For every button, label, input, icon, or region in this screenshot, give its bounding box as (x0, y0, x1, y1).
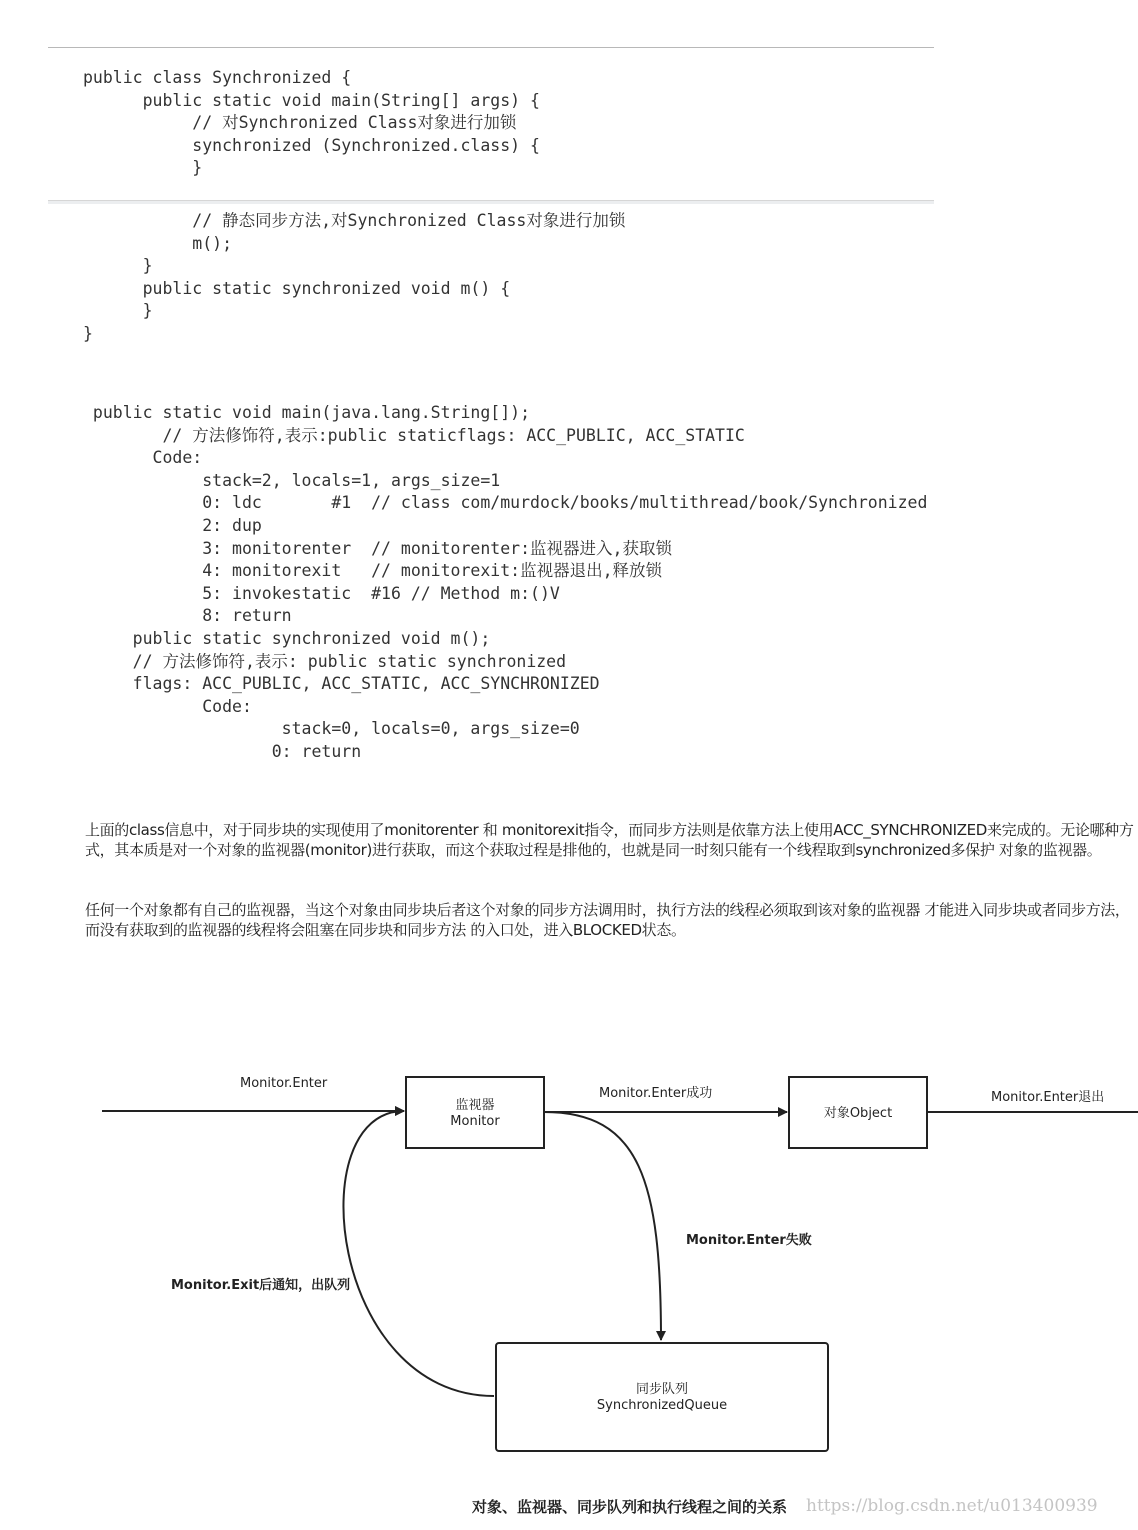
code-line: public class Synchronized { (83, 68, 352, 87)
code-line: 2: dup (83, 515, 262, 535)
code-line: 8: return (83, 606, 292, 626)
success-label: Monitor.Enter成功 (599, 1086, 713, 1101)
monitor-box-label-cn: 监视器 (455, 1098, 495, 1113)
fail-arrow (544, 1112, 661, 1340)
code-line: flags: ACC_PUBLIC, ACC_STATIC, ACC_SYNCHRONIZED (83, 674, 600, 694)
code-line: } (83, 158, 203, 178)
code-line: public static synchronized void m(); (83, 628, 491, 648)
queue-box-label-cn: 同步队列 (635, 1382, 689, 1397)
code-line: Code: (83, 696, 252, 716)
code-line: stack=2, locals=1, args_size=1 (83, 470, 501, 490)
exit-label: Monitor.Enter退出 (991, 1090, 1105, 1105)
diagram-caption: 对象、监视器、同步队列和执行线程之间的关系 (472, 1498, 788, 1516)
code-line: // 静态同步方法,对Synchronized Class对象进行加锁 (83, 211, 626, 230)
code-line: public static synchronized void m() { (83, 278, 511, 298)
object-box-label: 对象Object (823, 1106, 893, 1121)
queue-box (496, 1343, 828, 1451)
fail-label: Monitor.Enter失败 (686, 1233, 812, 1248)
explanation-paragraph-1: 上面的class信息中，对于同步块的实现使用了monitorenter 和 monitorexit指令，而同步方法则是依靠方法上使用ACC_SYNCHRONIZED来完成的。无论哪种方式，其本质是对一个对象的监视器(monitor)进行获取，而这个获取过程是排他的，也就是同一时刻只能有一个线程取到synchronized多保护 对象的监视器。 (85, 821, 1134, 859)
code-line: } (83, 323, 93, 343)
code-line: public static void main(String[] args) { (83, 90, 540, 110)
code-line: Code: (83, 448, 203, 468)
explanation-paragraph-2: 任何一个对象都有自己的监视器，当这个对象由同步块后者这个对象的同步方法调用时，执行方法的线程必须取到该对象的监视器 才能进入同步块或者同步方法，而没有获取到的监视器的线程将会阻塞在同步块和同步方法 的入口处，进入BLOCKED状态。 (85, 901, 1130, 939)
code-line: } (83, 301, 153, 321)
code-line: 0: ldc #1 // class com/murdock/books/multithread/book/Synchronized (83, 493, 928, 513)
monitor-box-label-en: Monitor (450, 1114, 500, 1129)
enter-label: Monitor.Enter (240, 1076, 328, 1091)
code-line: // 方法修饰符,表示:public staticflags: ACC_PUBLIC, ACC_STATIC (83, 425, 745, 445)
code-line: } (83, 256, 153, 276)
notify-label: Monitor.Exit后通知，出队列 (171, 1278, 351, 1293)
code-line: // 方法修饰符,表示: public static synchronized (83, 651, 567, 671)
code-line: 3: monitorenter // monitorenter:监视器进入,获取锁 (83, 538, 672, 558)
code-line: m(); (83, 233, 233, 253)
code-line: 5: invokestatic #16 // Method m:()V (83, 583, 560, 603)
code-line: // 对Synchronized Class对象进行加锁 (83, 113, 517, 133)
notify-arrow (343, 1111, 494, 1396)
code-line: 4: monitorexit // monitorexit:监视器退出,释放锁 (83, 561, 663, 581)
code-line: public static void main(java.lang.String[]); (83, 403, 531, 422)
code-line: 0: return (83, 741, 362, 761)
code-line: stack=0, locals=0, args_size=0 (83, 719, 580, 739)
watermark-url: https://blog.csdn.net/u013400939 (806, 1496, 1098, 1516)
code-line: synchronized (Synchronized.class) { (83, 135, 540, 155)
queue-box-label-en: SynchronizedQueue (596, 1398, 728, 1413)
